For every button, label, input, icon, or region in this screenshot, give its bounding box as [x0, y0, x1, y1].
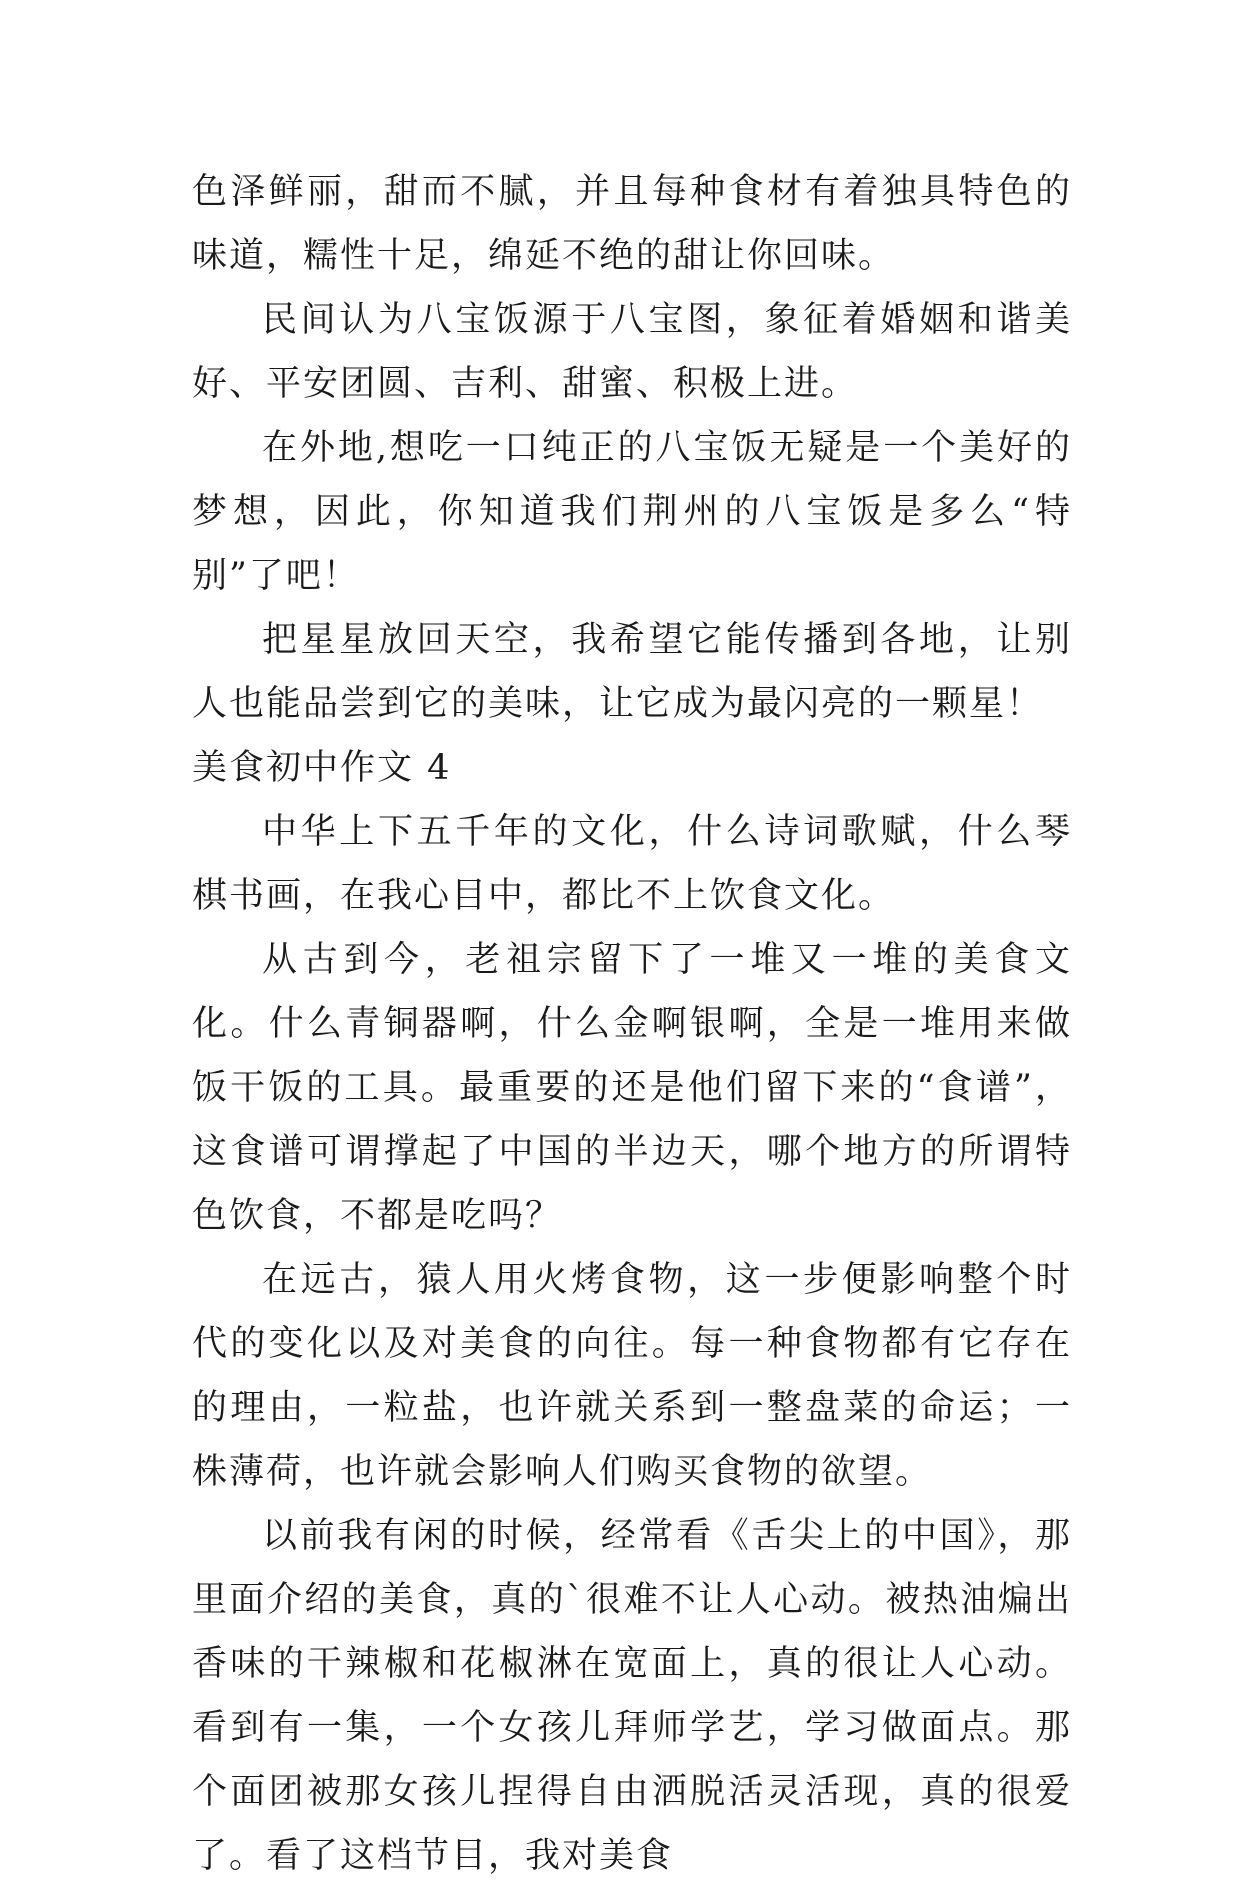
paragraph: 把星星放回天空，我希望它能传播到各地，让别人也能品尝到它的美味，让它成为最闪亮的一颗星！	[192, 620, 1072, 724]
document-body	[192, 160, 1072, 1888]
paragraph: 民间认为八宝饭源于八宝图，象征着婚姻和谐美好、平安团圆、吉利、甜蜜、积极上进。	[192, 300, 1072, 404]
paragraph: 色泽鲜丽，甜而不腻，并且每种食材有着独具特色的味道，糯性十足，绵延不绝的甜让你回味。	[192, 172, 1072, 276]
paragraph: 从古到今，老祖宗留下了一堆又一堆的美食文化。什么青铜器啊，什么金啊银啊，全是一堆用来做饭干饭的工具。最重要的还是他们留下来的“食谱”，这食谱可谓撑起了中国的半边天，哪个地方的所谓特色饮食，不都是吃吗？	[192, 940, 1072, 1236]
paragraph: 中华上下五千年的文化，什么诗词歌赋，什么琴棋书画，在我心目中，都比不上饮食文化。	[192, 812, 1072, 916]
paragraph: 以前我有闲的时候，经常看《舌尖上的中国》，那里面介绍的美食，真的`很难不让人心动。被热油煸出香味的干辣椒和花椒淋在宽面上，真的很让人心动。看到有一集，一个女孩儿拜师学艺，学习做面点。那个面团被那女孩儿捏得自由洒脱活灵活现，真的很爱了。看了这档节目，我对美食	[192, 1516, 1072, 1876]
paragraph: 在远古，猿人用火烤食物，这一步便影响整个时代的变化以及对美食的向往。每一种食物都有它存在的理由，一粒盐，也许就关系到一整盘菜的命运；一株薄荷，也许就会影响人们购买食物的欲望。	[192, 1260, 1072, 1492]
paragraph: 在外地,想吃一口纯正的八宝饭无疑是一个美好的梦想，因此，你知道我们荆州的八宝饭是多么“特别”了吧！	[192, 428, 1072, 596]
section-heading: 美食初中作文 4	[192, 748, 452, 788]
